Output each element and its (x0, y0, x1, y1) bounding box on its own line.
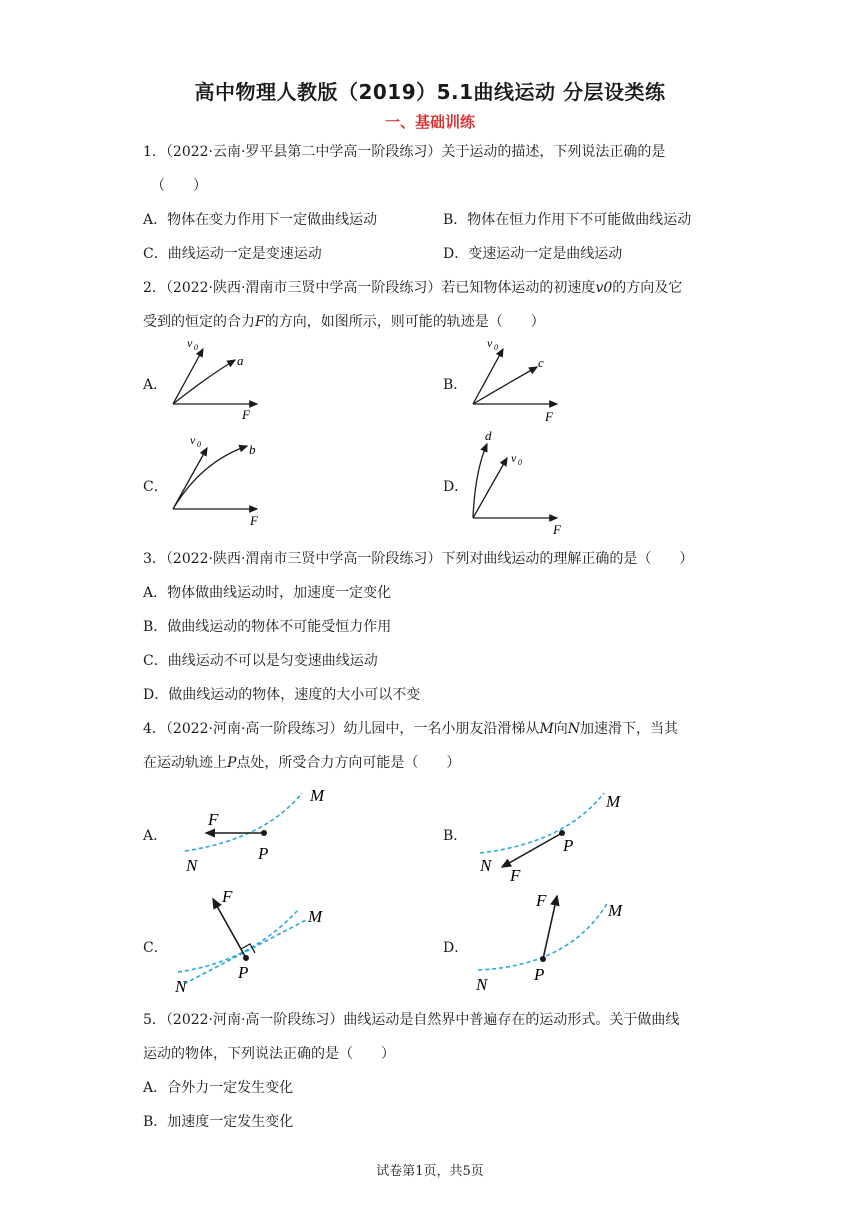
q3-option-c: C．曲线运动不可以是匀变速曲线运动 (143, 653, 378, 669)
q2-figure-d (465, 426, 575, 536)
point-p (243, 955, 249, 961)
q1-option-a: A．物体在变力作用下一定做曲线运动 (143, 212, 378, 228)
v0-subscript: 0 (494, 343, 498, 352)
v0-label: v (187, 336, 193, 350)
M-label: M (606, 792, 621, 811)
q4-stem1-a: 4．（2022·河南·高一阶段练习）幼儿园中，一名小朋友沿滑梯从 (143, 721, 540, 737)
q2-stem2-a: 受到的恒定的合力 (143, 314, 255, 330)
N-label: N (480, 856, 492, 875)
M-label: M (308, 907, 323, 926)
F-label: F (536, 891, 547, 910)
q2-stem-line2 (143, 311, 545, 331)
q4-stem-line2 (143, 752, 460, 772)
q1-option-b: B．物体在恒力作用下不可能做曲线运动 (443, 212, 692, 228)
q2-figure-b (465, 335, 575, 425)
q4-M-symbol: M (539, 721, 554, 737)
q5-stem-line1: 5．（2022·河南·高一阶段练习）曲线运动是自然界中普遍存在的运动形式。关于做曲线 (143, 1012, 680, 1028)
q2-stem-line1 (143, 277, 682, 297)
F-label: F (553, 522, 561, 536)
q2-v0-symbol: v0 (595, 280, 613, 296)
F-label: F (510, 866, 521, 883)
point-p (540, 956, 546, 962)
q2-option-b-label: B． (443, 377, 468, 393)
q4-stem2-b: 点处，所受合力方向可能是（ ） (236, 755, 461, 771)
q2-F-symbol: F (255, 314, 265, 330)
F-label: F (208, 810, 219, 829)
F-label: F (250, 513, 258, 528)
F-label: F (222, 887, 233, 906)
q3-option-d: D．做曲线运动的物体，速度的大小可以不变 (143, 687, 421, 703)
force-arrow (213, 899, 246, 958)
v0-label: v (511, 451, 517, 465)
q1-paren: （ ） (151, 178, 207, 194)
q2-stem2-b: 的方向，如图所示，则可能的轨迹是（ ） (264, 314, 545, 330)
F-label: F (545, 409, 553, 424)
q4-figure-d (470, 882, 645, 997)
q4-stem1-b: 向 (553, 721, 568, 737)
v0-label: v (190, 433, 196, 447)
P-label: P (258, 844, 269, 863)
page-title: 高中物理人教版（2019）5.1曲线运动 分层设类练 (194, 80, 666, 104)
q2-option-a-label: A． (143, 377, 168, 393)
q1-option-c: C．曲线运动一定是变速运动 (143, 246, 322, 262)
page-footer: 试卷第1页，共5页 (376, 1164, 484, 1179)
q2-option-d-label: D． (443, 479, 469, 495)
q4-stem1-c: 加速滑下，当其 (580, 721, 679, 737)
point-p (261, 830, 267, 836)
q3-option-b: B．做曲线运动的物体不可能受恒力作用 (143, 619, 392, 635)
q4-stem-line1 (143, 718, 678, 738)
q2-stem-a: 2．（2022·陕西·渭南市三贤中学高一阶段练习）若已知物体运动的初速度 (143, 280, 596, 296)
q4-option-a-label: A． (143, 828, 168, 844)
q4-option-d-label: D． (443, 940, 469, 956)
P-label: P (238, 963, 249, 982)
v0-subscript: 0 (194, 343, 198, 352)
q4-stem2-a: 在运动轨迹上 (143, 755, 227, 771)
q1-option-d: D．变速运动一定是曲线运动 (443, 246, 623, 262)
N-label: N (186, 856, 198, 875)
force-arrow (502, 833, 562, 867)
q5-option-b: B．加速度一定发生变化 (143, 1114, 294, 1130)
q5-option-a: A．合外力一定发生变化 (143, 1080, 294, 1096)
q3-stem: 3．（2022·陕西·渭南市三贤中学高一阶段练习）下列对曲线运动的理解正确的是（ ） (143, 551, 694, 567)
velocity-arrow (173, 349, 203, 404)
curve-label-d: d (485, 428, 492, 443)
q4-option-b-label: B． (443, 828, 468, 844)
N-label: N (476, 975, 488, 994)
q4-figure-c (170, 882, 345, 997)
curve-label-b: b (249, 442, 256, 457)
curve-label-c: c (538, 355, 544, 370)
q2-option-c-label: C． (143, 479, 168, 495)
trajectory-curve (173, 360, 235, 404)
v0-label: v (487, 336, 493, 350)
curve-label-a: a (237, 353, 244, 368)
trajectory-curve (173, 446, 247, 509)
q1-stem: 1．（2022·云南·罗平县第二中学高一阶段练习）关于运动的描述，下列说法正确的是 (143, 144, 666, 160)
section-heading: 一、基础训练 (384, 113, 475, 131)
q4-figure-b (470, 783, 640, 883)
v0-subscript: 0 (197, 440, 201, 449)
q4-P-symbol: P (227, 755, 237, 771)
q2-figure-a (165, 335, 275, 425)
velocity-arrow (473, 458, 507, 518)
M-label: M (310, 786, 325, 805)
q4-N-symbol: N (567, 721, 581, 737)
q2-figure-c (165, 432, 275, 532)
v0-subscript: 0 (518, 458, 522, 467)
N-label: N (175, 977, 187, 996)
q2-stem-b: 的方向及它 (612, 280, 683, 296)
q4-option-c-label: C． (143, 940, 168, 956)
P-label: P (563, 836, 574, 855)
F-label: F (242, 407, 250, 422)
P-label: P (534, 965, 545, 984)
q4-figure-a (180, 783, 340, 878)
slide-path (185, 793, 302, 851)
q5-stem-line2: 运动的物体，下列说法正确的是（ ） (143, 1046, 395, 1062)
M-label: M (608, 901, 623, 920)
q3-option-a: A．物体做曲线运动时，加速度一定变化 (143, 585, 392, 601)
